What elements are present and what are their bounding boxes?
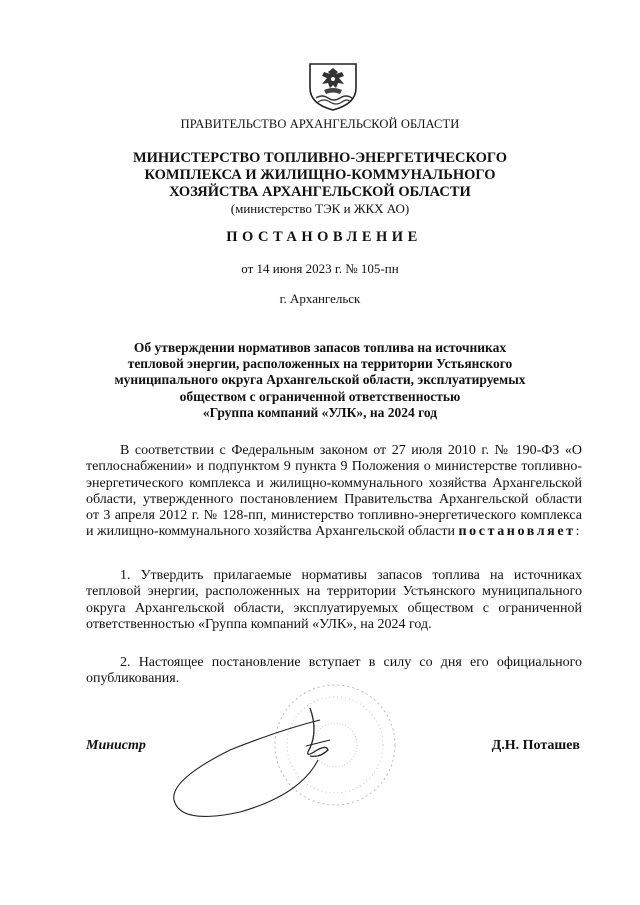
coat-of-arms-icon [306,58,360,112]
government-name: ПРАВИТЕЛЬСТВО АРХАНГЕЛЬСКОЙ ОБЛАСТИ [180,117,460,131]
decree-city: г. Архангельск [279,291,361,306]
preamble-colon: : [575,524,580,540]
ministry-name [0,150,640,201]
subject-line: «Группа компаний «УЛК», на 2024 год [202,404,438,420]
handwritten-signature-icon [160,700,340,830]
subject-line: Об утверждении нормативов запасов топлива на источниках [133,340,507,355]
clause-2-paragraph: 2. Настоящее постановление вступает в силу со дня его официального опубликования. [86,655,582,687]
preamble-text: В соответствии с Федеральным законом от 27 июля 2010 г. № 190-ФЗ «О теплоснабжении» и подпунктом 9 пункта 9 Положения о министерстве топливно-энергетического комплекса и жилищно-коммунального хозяйства Архангельской области, утвержденного постановлением Правительства Архангельской области от 3 апреля 2012 г. № 128-пп, министерство топливно-энергетического комплекса и жилищно-коммунального хозяйства Архангельской области [86,443,582,540]
signer-role: Министр [86,738,146,753]
ministry-line: КОМПЛЕКСА И ЖИЛИЩНО-КОММУНАЛЬНОГО [144,167,496,183]
signer-name: Д.Н. Поташев [491,738,580,753]
decree-subject [0,340,640,421]
ministry-line: МИНИСТЕРСТВО ТОПЛИВНО-ЭНЕРГЕТИЧЕСКОГО [132,150,508,166]
subject-line: обществом с ограниченной ответственностью [179,388,461,404]
decree-date-number: от 14 июня 2023 г. № 105-пн [241,261,399,276]
subject-line: тепловой энергии, расположенных на территории Устьянского [127,356,513,372]
preamble-paragraph [86,443,582,541]
resolution-keyword: постановляет [458,524,576,540]
ministry-line: ХОЗЯЙСТВА АРХАНГЕЛЬСКОЙ ОБЛАСТИ [169,184,471,200]
decree-title: ПОСТАНОВЛЕНИЕ [226,229,422,245]
ministry-short-name: (министерство ТЭК и ЖКХ АО) [230,201,410,216]
clause-1-paragraph: 1. Утвердить прилагаемые нормативы запасов топлива на источниках тепловой энергии, расположенных на территории Устьянского муниципального округа Архангельской области, эксплуатируемых обществом с ограниченной ответственностью «Группа компаний «УЛК», на 2024 год. [86,568,582,632]
subject-line: муниципального округа Архангельской области, эксплуатируемых [114,372,526,388]
